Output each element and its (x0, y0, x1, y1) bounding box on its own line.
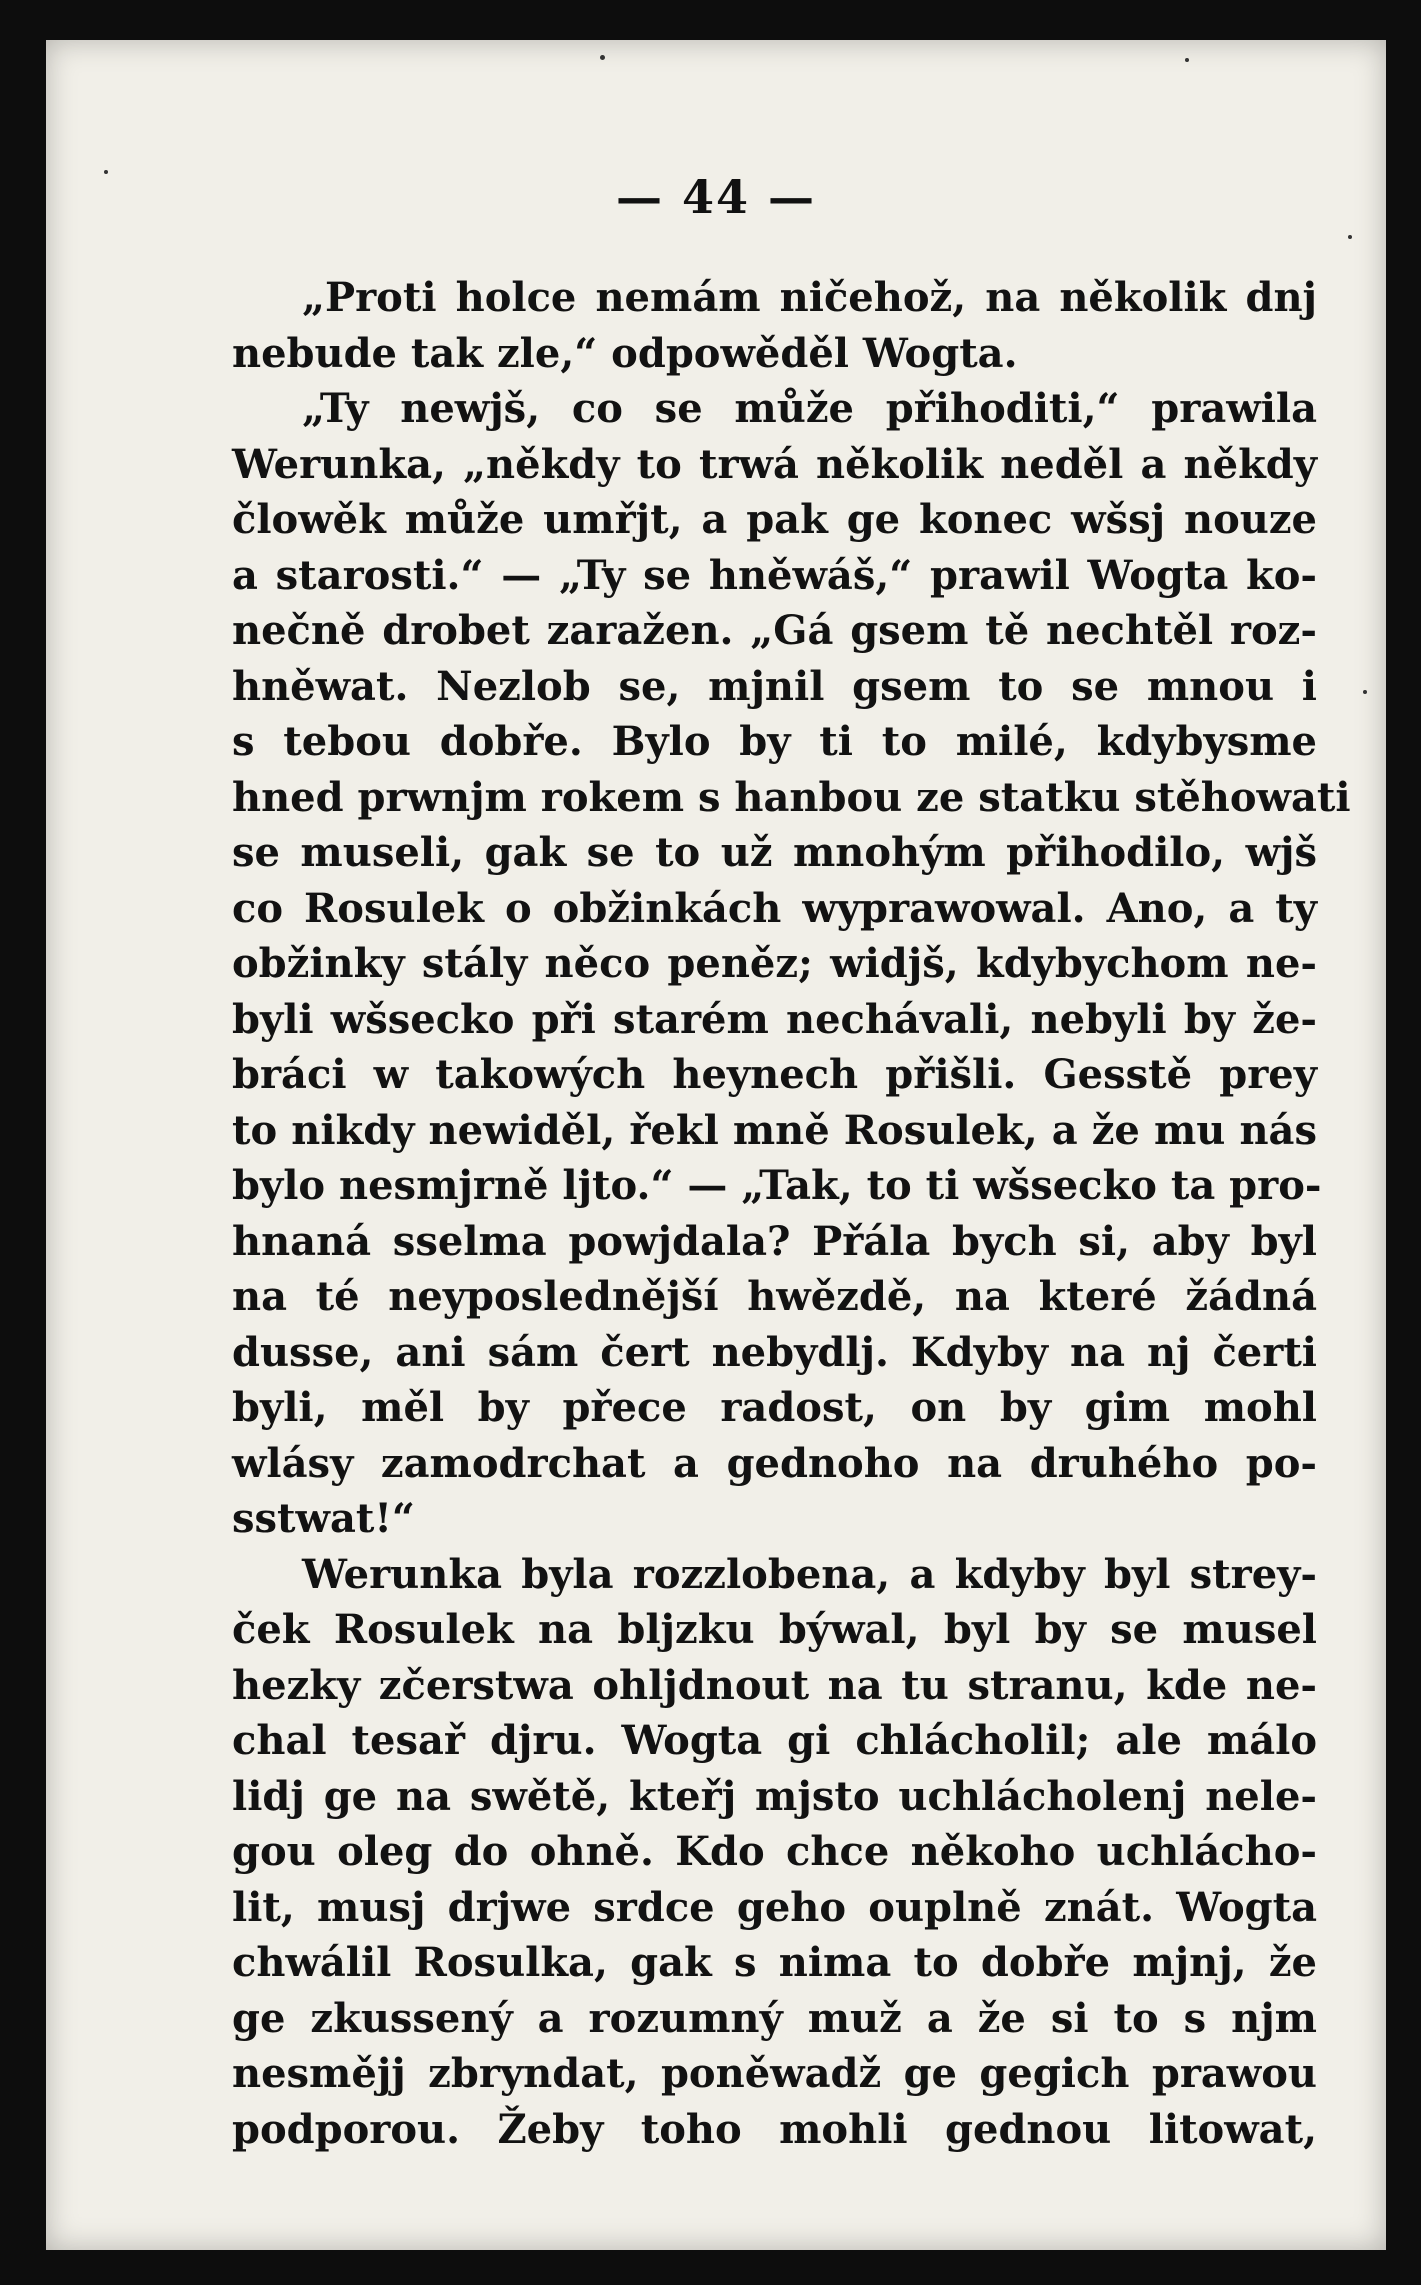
text-line: se museli, gak se to už mnohým přihodilo, wjš (232, 829, 1317, 876)
text-line: nečně drobet zaražen. „Gá gsem tě nechtěl roz- (232, 607, 1317, 654)
text-line: hněwat. Nezlob se, mjnil gsem to se mnou i (232, 662, 1317, 710)
text-line: hned prwnjm rokem s hanbou ze statku stěhowati (232, 773, 1351, 821)
text-line: „Proti holce nemám ničehož, na několik dnj (302, 274, 1317, 321)
text-line: podporou. Žeby toho mohli gednou litowat, (232, 2105, 1317, 2153)
text-line: dusse, ani sám čert nebydlj. Kdyby na nj čerti (232, 1328, 1317, 1376)
text-line: s tebou dobře. Bylo by ti to milé, kdybysme (232, 718, 1317, 765)
text-line: hezky zčerstwa ohljdnout na tu stranu, kde ne- (232, 1661, 1317, 1709)
text-line: chwálil Rosulka, gak s nima to dobře mjnj, že (232, 1939, 1317, 1986)
text-line: ček Rosulek na bljzku býwal, byl by se musel (232, 1606, 1317, 1653)
text-line: wlásy zamodrchat a gednoho na druhého po- (232, 1439, 1317, 1487)
text-line: „Ty newjš, co se může přihoditi,“ prawila (302, 385, 1317, 432)
text-line: byli, měl by přece radost, on by gim mohl (232, 1384, 1317, 1431)
text-line: bylo nesmjrně ljto.“ — „Tak, to ti wšsecko ta pro- (232, 1162, 1322, 1209)
scan-speck (1185, 58, 1189, 62)
text-line: lit, musj drjwe srdce geho ouplně znát. Wogta (232, 1883, 1317, 1931)
paper-sheet (46, 40, 1386, 2250)
scan-speck (1363, 690, 1367, 694)
scan-speck (600, 55, 605, 60)
text-line: sstwat!“ (232, 1495, 415, 1542)
scan-speck (1348, 235, 1352, 239)
text-line: na té neyposlednější hwězdě, na které žádná (232, 1273, 1317, 1320)
text-line: to nikdy newiděl, řekl mně Rosulek, a že mu nás (232, 1106, 1317, 1154)
text-line: byli wšsecko při starém nechávali, nebyli by že- (232, 995, 1317, 1043)
text-line: nebude tak zle,“ odpowěděl Wogta. (232, 329, 1018, 377)
scan-speck (104, 170, 108, 174)
text-line: hnaná sselma powjdala? Přála bych si, aby byl (232, 1217, 1317, 1265)
body-text (232, 270, 1351, 2157)
text-line: člowěk může umřjt, a pak ge konec wšsj nouze (232, 496, 1317, 543)
text-line: ge zkussený a rozumný muž a že si to s njm (232, 1994, 1317, 2042)
text-line: co Rosulek o obžinkách wyprawowal. Ano, a ty (232, 884, 1317, 932)
text-line: obžinky stály něco peněz; widjš, kdybychom ne- (232, 940, 1317, 987)
text-line: Werunka byla rozzlobena, a kdyby byl strey- (302, 1550, 1317, 1598)
text-line: lidj ge na swětě, kteřj mjsto uchlácholenj nele- (232, 1772, 1317, 1820)
page-number: — 44 — (615, 170, 817, 224)
text-line: gou oleg do ohně. Kdo chce někoho uchlácho- (232, 1828, 1317, 1875)
text-line: a starosti.“ — „Ty se hněwáš,“ prawil Wogta ko- (232, 551, 1317, 599)
text-line: Werunka, „někdy to trwá několik neděl a někdy (232, 440, 1317, 488)
text-line: nesmějj zbryndat, poněwadž ge gegich prawou (232, 2050, 1317, 2097)
text-line: bráci w takowých heynech přišli. Gesstě prey (232, 1051, 1317, 1098)
text-line: chal tesař djru. Wogta gi chlácholil; ale málo (232, 1717, 1317, 1764)
